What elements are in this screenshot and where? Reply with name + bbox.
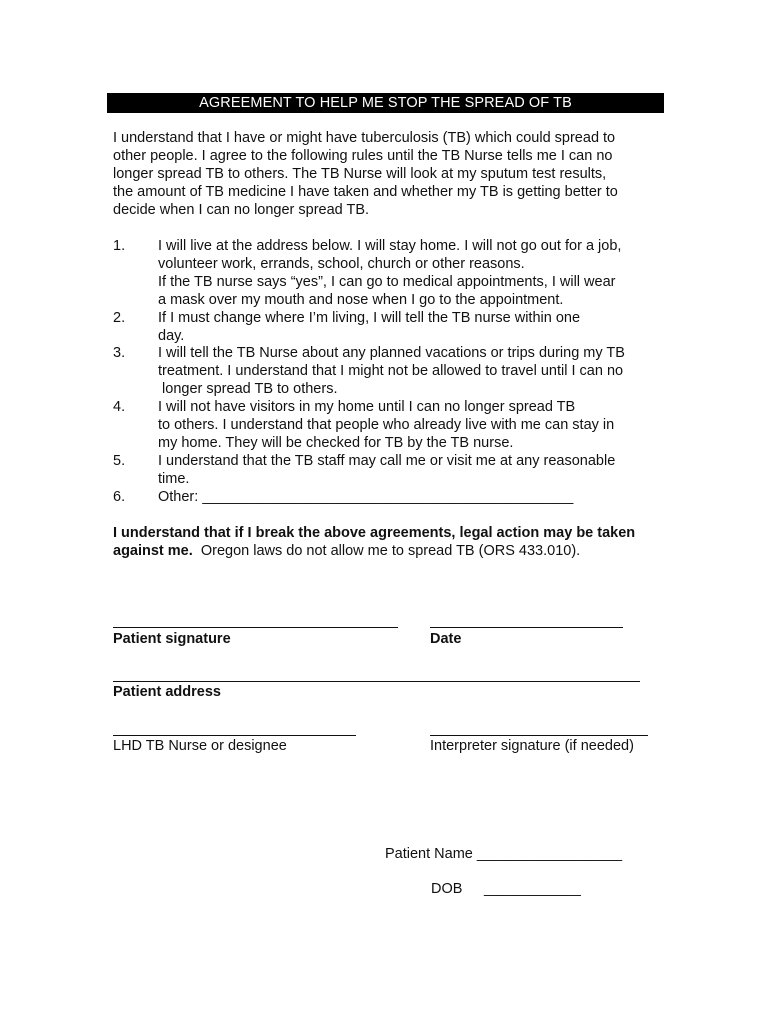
list-item: [113, 310, 673, 346]
item-line: I will live at the address below. I will stay home. I will not go out for a job,: [158, 238, 622, 254]
item-line: to others. I understand that people who already live with me can stay in: [158, 417, 615, 434]
item-line: I understand that the TB staff may call me or visit me at any reasonable: [158, 452, 616, 469]
rules-list: [113, 238, 673, 507]
item-line: I will not have visitors in my home until I can no longer spread TB: [158, 399, 576, 416]
list-item: [113, 238, 673, 310]
list-item: [113, 453, 673, 489]
patient-address-label: Patient address: [113, 684, 221, 700]
intro-line: the amount of TB medicine I have taken and whether my TB is getting better to: [113, 183, 618, 200]
warning-bold-text: I understand that if I break the above agreements, legal action may be taken against me.: [113, 525, 636, 559]
legal-warning: [113, 524, 673, 560]
intro-line: longer spread TB to others. The TB Nurse will look at my sputum test results,: [113, 165, 607, 182]
intro-line: other people. I agree to the following rules until the TB Nurse tells me I can no: [113, 147, 613, 164]
other-field[interactable]: Other: ______________________________________________: [158, 488, 574, 505]
item-line: If the TB nurse says “yes”, I can go to medical appointments, I will wear: [158, 273, 616, 290]
patient-address-line[interactable]: [113, 681, 640, 682]
patient-signature-line[interactable]: [113, 627, 398, 628]
intro-paragraph: [113, 130, 668, 220]
item-line: day.: [158, 327, 185, 344]
item-line: time.: [158, 470, 190, 487]
item-line: my home. They will be checked for TB by the TB nurse.: [158, 434, 514, 451]
nurse-signature-line[interactable]: [113, 735, 356, 736]
list-item: [113, 489, 673, 507]
date-label: Date: [430, 631, 462, 647]
dob-label: DOB: [431, 881, 463, 897]
dob-field[interactable]: ____________: [484, 881, 581, 897]
list-item: [113, 345, 673, 399]
list-item: [113, 399, 673, 453]
intro-line: I understand that I have or might have tuberculosis (TB) which could spread to: [113, 130, 616, 146]
interpreter-signature-line[interactable]: [430, 735, 648, 736]
item-line: treatment. I understand that I might not be allowed to travel until I can no: [158, 363, 624, 380]
item-line: longer spread TB to others.: [158, 381, 338, 398]
item-line: I will tell the TB Nurse about any planned vacations or trips during my TB: [158, 345, 625, 362]
interpreter-label: Interpreter signature (if needed): [430, 738, 634, 754]
item-number: 6.: [113, 488, 126, 505]
item-line: If I must change where I’m living, I will tell the TB nurse within one: [158, 309, 581, 326]
warning-normal-text: Oregon laws do not allow me to spread TB (ORS 433.010).: [192, 543, 581, 559]
item-number: 4.: [113, 399, 126, 416]
patient-signature-label: Patient signature: [113, 631, 231, 647]
intro-line: decide when I can no longer spread TB.: [113, 201, 370, 218]
item-number: 3.: [113, 345, 126, 362]
item-line: a mask over my mouth and nose when I go to the appointment.: [158, 291, 564, 308]
item-number: 2.: [113, 309, 126, 326]
nurse-label: LHD TB Nurse or designee: [113, 738, 287, 754]
document-title: AGREEMENT TO HELP ME STOP THE SPREAD OF TB: [107, 93, 664, 113]
item-line: volunteer work, errands, school, church or other reasons.: [158, 255, 525, 272]
patient-name-field[interactable]: Patient Name __________________: [385, 846, 623, 862]
date-line[interactable]: [430, 627, 623, 628]
item-number: 5.: [113, 452, 126, 469]
item-number: 1.: [113, 238, 126, 254]
